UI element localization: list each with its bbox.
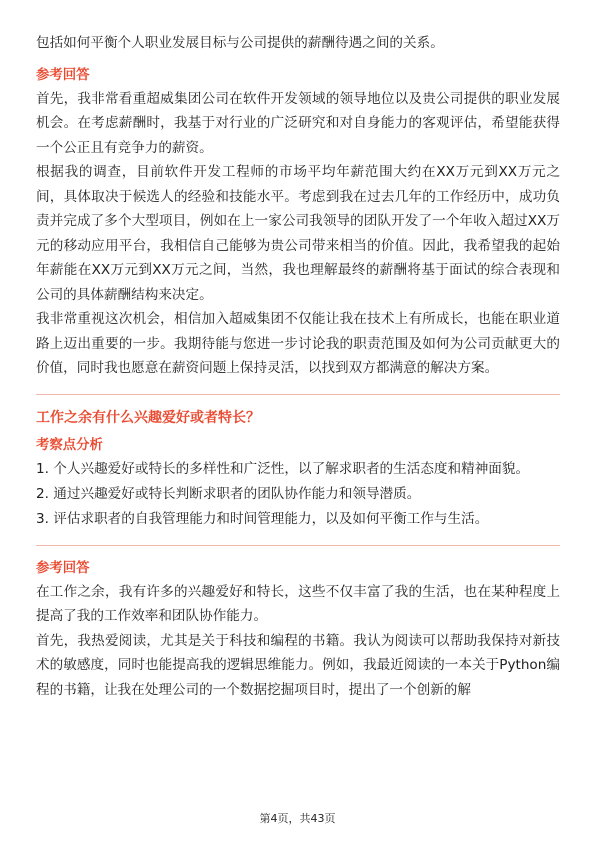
analysis-point: 2. 通过兴趣爱好或特长判断求职者的团队协作能力和领导潜质。	[36, 485, 421, 502]
analysis-points	[36, 457, 560, 532]
question-title: 工作之余有什么兴趣爱好或者特长？	[36, 409, 260, 426]
analysis-point: 1. 个人兴趣爱好或特长的多样性和广泛性，以了解求职者的生活态度和精神面貌。	[36, 460, 530, 477]
answer-label: 参考回答	[36, 560, 90, 576]
analysis-point: 3. 评估求职者的自我管理能力和时间管理能力，以及如何平衡工作与生活。	[36, 510, 489, 527]
analysis-label: 考察点分析	[36, 437, 103, 453]
section-divider	[36, 545, 560, 546]
answer-paragraph: 首先，我热爱阅读，尤其是关于科技和编程的书籍。我认为阅读可以帮助我保持对新技术的敏感度，同时也能提高我的逻辑思维能力。例如，我最近阅读的一本关于Python编程的书籍，让我在处理公司的一个数据挖掘项目时，提出了一个创新的解	[36, 632, 560, 698]
page-content	[36, 31, 560, 702]
section-divider	[36, 394, 560, 395]
answer-label: 参考回答	[36, 67, 90, 83]
answer-paragraph: 我非常重视这次机会，相信加入超威集团不仅能让我在技术上有所成长，也能在职业道路上迈出重要的一步。我期待能与您进一步讨论我的职责范围及如何为公司贡献更大的价值，同时我也愿意在薪资问题上保持灵活，以找到双方都满意的解决方案。	[36, 311, 560, 376]
answer-paragraph: 在工作之余，我有许多的兴趣爱好和特长，这些不仅丰富了我的生活，也在某种程度上提高了我的工作效率和团队协作能力。	[36, 583, 560, 624]
page-number: 第4页，共43页	[259, 812, 336, 825]
answer-paragraph: 首先，我非常看重超威集团公司在软件开发领域的领导地位以及贵公司提供的职业发展机会。在考虑薪酬时，我基于对行业的广泛研究和对自身能力的客观评估，希望能获得一个公正且有竞争力的薪资。	[36, 90, 560, 156]
answer-paragraph: 根据我的调查，目前软件开发工程师的市场平均年薪范围大约在XX万元到XX万元之间，具体取决于候选人的经验和技能水平。考虑到我在过去几年的工作经历中，成功负责并完成了多个大型项目，例如在上一家公司我领导的团队开发了一个年收入超过XX万元的移动应用平台，我相信自己能够为贵公司带来相当的价值。因此，我希望我的起始年薪能在XX万元到XX万元之间，当然，我也理解最终的薪酬将基于面试的综合表现和公司的具体薪酬结构来决定。	[36, 164, 560, 303]
previous-question-tail: 包括如何平衡个人职业发展目标与公司提供的薪酬待遇之间的关系。	[36, 35, 444, 51]
